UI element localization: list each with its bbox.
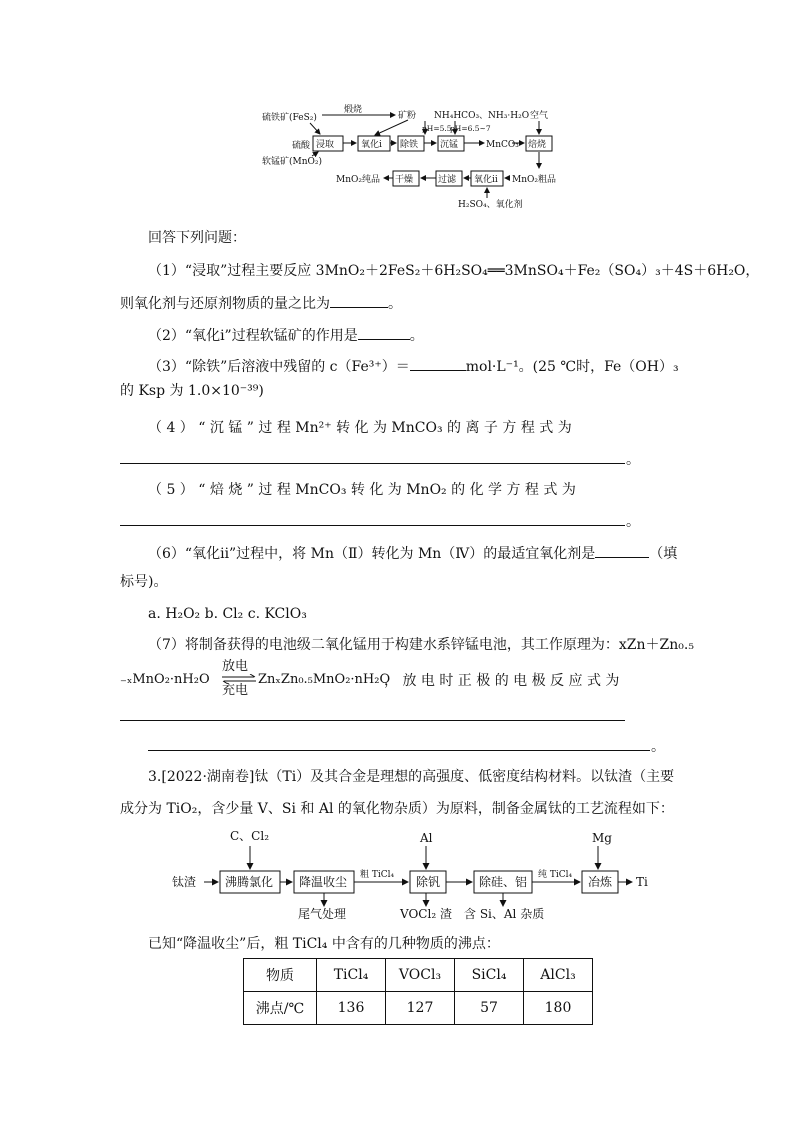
box-roast: 焙烧 xyxy=(528,140,547,150)
q4-line: （ 4 ） “ 沉 锰 ” 过 程 Mn²⁺ 转 化 为 MnCO₃ 的 离 子 方 程 式 为 xyxy=(148,420,572,436)
q5-answer-line xyxy=(120,525,625,526)
box-precipitate-mn: 沉锰 xyxy=(440,140,459,150)
oxidants-label: H₂SO₄、氧化剂 xyxy=(458,200,523,210)
box-leach: 浸取 xyxy=(316,140,335,150)
pure-mno2-label: MnO₂纯品 xyxy=(336,175,380,185)
reversible-arrow-icon xyxy=(222,674,256,684)
ph2-label: pH=6.5~7 xyxy=(450,124,491,133)
calcination-label: 煅烧 xyxy=(344,105,363,115)
q7-answer-line-2 xyxy=(148,750,650,751)
al-label: Al xyxy=(420,831,433,845)
q5-line: （ 5 ） “ 焙 烧 ” 过 程 MnCO₃ 转 化 为 MnO₂ 的 化 学 方 程 式 为 xyxy=(148,482,576,498)
table-cell: VOCl₃ xyxy=(386,959,455,992)
slag-label: 钛渣 xyxy=(172,875,197,889)
pyrolusite-label: 软锰矿(MnO₂) xyxy=(262,157,323,167)
q1-line2: 则氧化剂与还原剂物质的量之比为 。 xyxy=(120,293,402,313)
ore-powder-label: 矿粉 xyxy=(398,111,417,121)
intro-text: 回答下列问题： xyxy=(148,230,246,246)
tail-gas-label: 尾气处理 xyxy=(298,907,347,921)
q6-line2: 标号)。 xyxy=(120,574,168,590)
table-cell: 136 xyxy=(317,992,386,1025)
ti-label: Ti xyxy=(636,875,648,889)
table-cell: AlCl₃ xyxy=(524,959,593,992)
mnco3-label: MnCO₃ xyxy=(486,140,519,150)
known-text: 已知“降温收尘”后，粗 TiCl₄ 中含有的几种物质的沸点： xyxy=(148,936,500,952)
flow-diagram-mno2 xyxy=(250,98,570,213)
air-label: 空气 xyxy=(530,111,549,121)
table-row xyxy=(244,992,593,1025)
table-cell: SiCl₄ xyxy=(455,959,524,992)
boiling-point-table xyxy=(243,958,593,1025)
q4-answer-line xyxy=(120,463,625,464)
crude-mno2-label: MnO₂粗品 xyxy=(512,175,556,185)
reagents-label: NH₄HCO₃、NH₃·H₂O xyxy=(434,111,530,121)
mg-label: Mg xyxy=(592,831,612,845)
table-cell: 沸点/℃ xyxy=(244,992,317,1025)
crude-ticl4-label: 粗 TiCl₄ xyxy=(360,870,395,880)
q7-equation-right: ZnₓZn₀.₅MnO₂·nH₂O xyxy=(258,672,391,687)
c-cl2-label: C、Cl₂ xyxy=(230,829,270,843)
box-boiling-chlorination: 沸腾氯化 xyxy=(225,875,274,889)
box-smelting: 冶炼 xyxy=(588,875,613,889)
p3-line2: 成分为 TiO₂，含少量 V、Si 和 Al 的氧化物杂质）为原料，制备金属钛的工艺流程如下： xyxy=(120,801,674,817)
q1-line1: （1）“浸取”过程主要反应 3MnO₂＋2FeS₂＋6H₂SO₄══3MnSO₄＋Fe₂（SO₄）₃＋4S＋6H₂O， xyxy=(148,263,760,279)
box-remove-v: 除钒 xyxy=(416,875,441,889)
q7-line2-text: ， 放 电 时 正 极 的 电 极 反 应 式 为 xyxy=(384,673,620,689)
q2-line: （2）“氧化ⅰ”过程软锰矿的作用是 。 xyxy=(148,325,424,345)
box-oxidation-1: 氧化ⅰ xyxy=(361,140,382,150)
q6-options: a. H₂O₂ b. Cl₂ c. KClO₃ xyxy=(148,606,307,622)
box-dry: 干燥 xyxy=(395,175,414,185)
box-filter: 过滤 xyxy=(438,175,457,185)
q7-line1: （7）将制备获得的电池级二氧化锰用于构建水系锌锰电池，其工作原理为：xZn＋Zn₀.₅ xyxy=(148,637,694,653)
box-cooling-dust: 降温收尘 xyxy=(299,875,348,889)
box-remove-si-al: 除硅、铝 xyxy=(479,875,528,889)
table-cell: 57 xyxy=(455,992,524,1025)
p3-line1: 3.[2022·湖南卷]钛（Ti）及其合金是理想的高强度、低密度结构材料。以钛渣（主要 xyxy=(148,769,675,785)
box-remove-fe: 除铁 xyxy=(400,140,419,150)
q7-answer-line-1 xyxy=(120,720,625,721)
table-cell: 180 xyxy=(524,992,593,1025)
box-oxidation-2: 氧化ⅱ xyxy=(474,175,498,185)
q3-line2: 的 Ksp 为 1.0×10⁻³⁹) xyxy=(120,383,264,399)
q5-period: 。 xyxy=(626,514,640,530)
ph1-label: pH=5.5 xyxy=(422,124,452,133)
q7-charge-label: 充电 xyxy=(222,683,249,698)
flow-diagram-titanium xyxy=(168,826,658,922)
q7-period: 。 xyxy=(651,739,665,755)
table-cell: 127 xyxy=(386,992,455,1025)
q7-equation-left: ₋ₓMnO₂·nH₂O xyxy=(120,672,210,687)
pure-ticl4-label: 纯 TiCl₄ xyxy=(538,870,573,880)
sulfuric-acid-label: 硫酸 xyxy=(292,141,311,151)
q4-period: 。 xyxy=(626,452,640,468)
si-al-impurity-label: 含 Si、Al 杂质 xyxy=(464,907,545,921)
vocl2-label: VOCl₂ 渣 xyxy=(400,907,452,921)
table-cell: TiCl₄ xyxy=(317,959,386,992)
q6-line1: （6）“氧化ⅱ”过程中，将 Mn（Ⅱ）转化为 Mn（Ⅳ）的最适宜氧化剂是 （填 xyxy=(148,543,677,563)
table-header-row xyxy=(244,959,593,992)
q3-line1: （3）“除铁”后溶液中残留的 c（Fe³⁺）＝ mol·L⁻¹。(25 ℃时，Fe（OH）₃ xyxy=(148,356,679,376)
pyrite-label: 硫铁矿(FeS₂) xyxy=(262,113,317,123)
q7-discharge-label: 放电 xyxy=(222,659,249,674)
table-cell: 物质 xyxy=(244,959,317,992)
